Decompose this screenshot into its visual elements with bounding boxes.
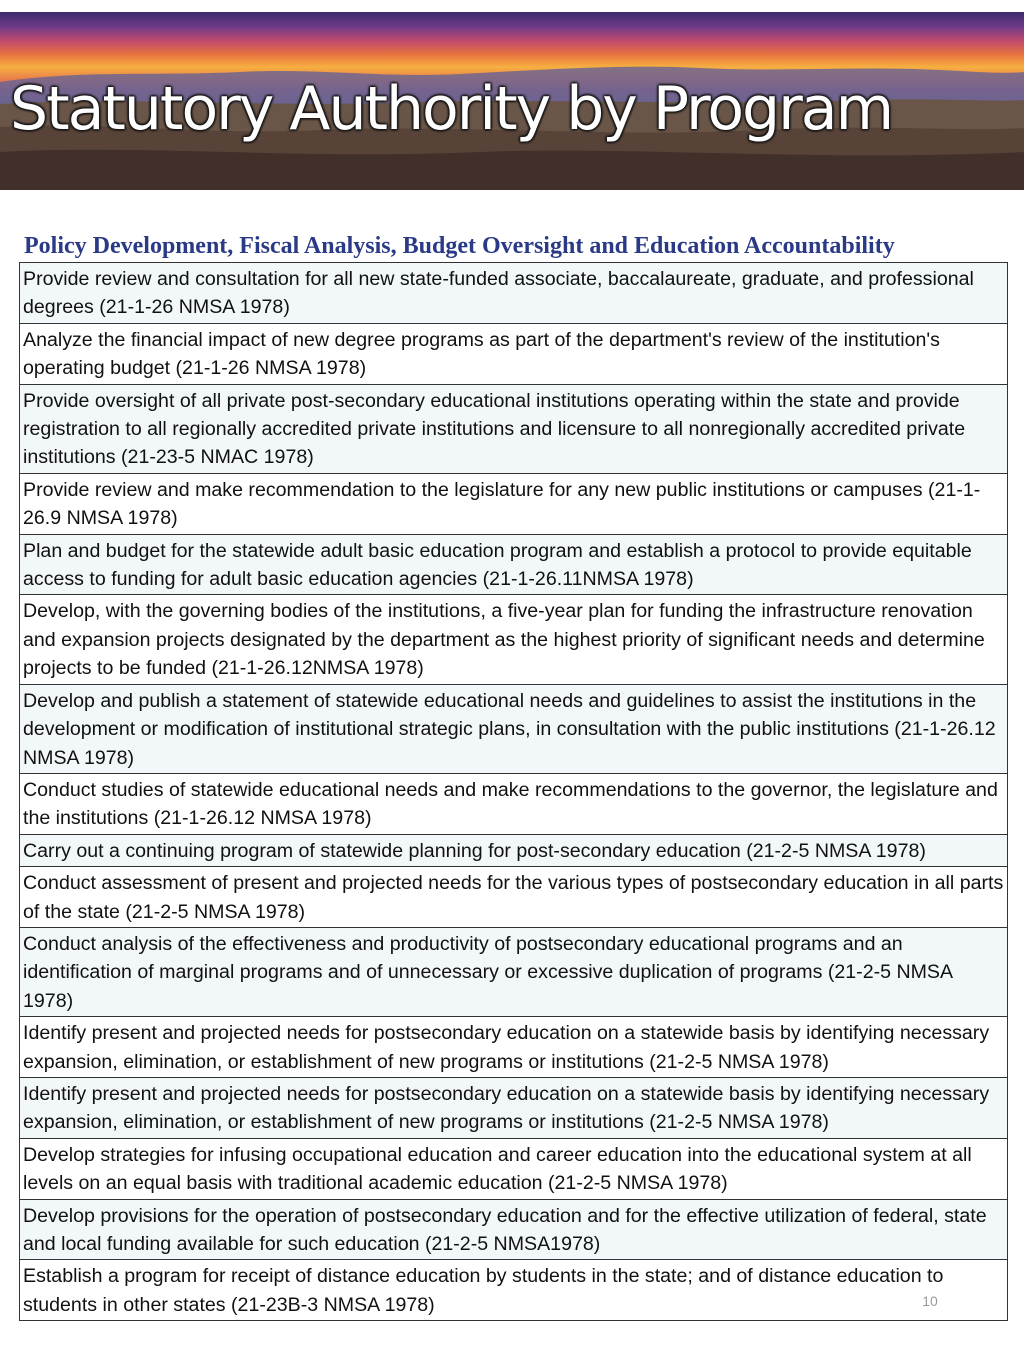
page-number: 10 <box>922 1293 938 1309</box>
header-banner <box>0 12 1024 190</box>
table-row <box>20 534 1008 595</box>
page-title: Statutory Authority by Program <box>10 74 893 144</box>
table-row <box>20 684 1008 773</box>
section-heading: Policy Development, Fiscal Analysis, Budget Oversight and Education Accountability <box>24 233 895 259</box>
table-cell: Conduct assessment of present and projected needs for the various types of postsecondary education in all parts of the state (21-2-5 NMSA 1978) <box>20 867 1008 928</box>
table-cell: Develop and publish a statement of statewide educational needs and guidelines to assist the institutions in the development or modification of institutional strategic plans, in consultation with the public institutions (21-1-26.12 NMSA 1978) <box>20 684 1008 773</box>
table-row <box>20 1017 1008 1078</box>
table-row <box>20 263 1008 324</box>
table-row <box>20 773 1008 834</box>
table-row <box>20 1199 1008 1260</box>
table-row <box>20 323 1008 384</box>
table-row <box>20 1260 1008 1321</box>
table-cell: Develop provisions for the operation of postsecondary education and for the effective utilization of federal, state and local funding available for such education (21-2-5 NMSA1978) <box>20 1199 1008 1260</box>
table-cell: Provide review and make recommendation to the legislature for any new public institutions or campuses (21-1-26.9 NMSA 1978) <box>20 473 1008 534</box>
table-row <box>20 927 1008 1016</box>
table-row <box>20 384 1008 473</box>
table-cell: Plan and budget for the statewide adult basic education program and establish a protocol to provide equitable access to funding for adult basic education agencies (21-1-26.11NMSA 1978) <box>20 534 1008 595</box>
table-cell: Carry out a continuing program of statewide planning for post-secondary education (21-2-5 NMSA 1978) <box>20 834 1008 866</box>
table-cell: Analyze the financial impact of new degree programs as part of the department's review of the institution's operating budget (21-1-26 NMSA 1978) <box>20 323 1008 384</box>
table-cell: Provide review and consultation for all new state-funded associate, baccalaureate, graduate, and professional degrees (21-1-26 NMSA 1978) <box>20 263 1008 324</box>
table-row <box>20 1077 1008 1138</box>
table-row <box>20 1138 1008 1199</box>
table-row <box>20 473 1008 534</box>
statutory-authority-table <box>19 262 1008 1321</box>
table-cell: Identify present and projected needs for postsecondary education on a statewide basis by identifying necessary expansion, elimination, or establishment of new programs or institutions (21-2-5 NMSA 1978) <box>20 1077 1008 1138</box>
table-cell: Conduct studies of statewide educational needs and make recommendations to the governor, the legislature and the institutions (21-1-26.12 NMSA 1978) <box>20 773 1008 834</box>
table-row <box>20 834 1008 866</box>
table-cell: Establish a program for receipt of distance education by students in the state; and of distance education to students in other states (21-23B-3 NMSA 1978) <box>20 1260 1008 1321</box>
table-row <box>20 867 1008 928</box>
table-cell: Develop strategies for infusing occupational education and career education into the educational system at all levels on an equal basis with traditional academic education (21-2-5 NMSA 1978) <box>20 1138 1008 1199</box>
table-row <box>20 595 1008 684</box>
table-cell: Conduct analysis of the effectiveness and productivity of postsecondary educational programs and an identification of marginal programs and of unnecessary or excessive duplication of programs (21-2-5 NMSA 1978) <box>20 927 1008 1016</box>
table-cell: Identify present and projected needs for postsecondary education on a statewide basis by identifying necessary expansion, elimination, or establishment of new programs or institutions (21-2-5 NMSA 1978) <box>20 1017 1008 1078</box>
table-cell: Provide oversight of all private post-secondary educational institutions operating within the state and provide registration to all regionally accredited private institutions and licensure to all nonregionally accredited private institutions (21-23-5 NMAC 1978) <box>20 384 1008 473</box>
table-cell: Develop, with the governing bodies of the institutions, a five-year plan for funding the infrastructure renovation and expansion projects designated by the department as the highest priority of significant needs and determine projects to be funded (21-1-26.12NMSA 1978) <box>20 595 1008 684</box>
